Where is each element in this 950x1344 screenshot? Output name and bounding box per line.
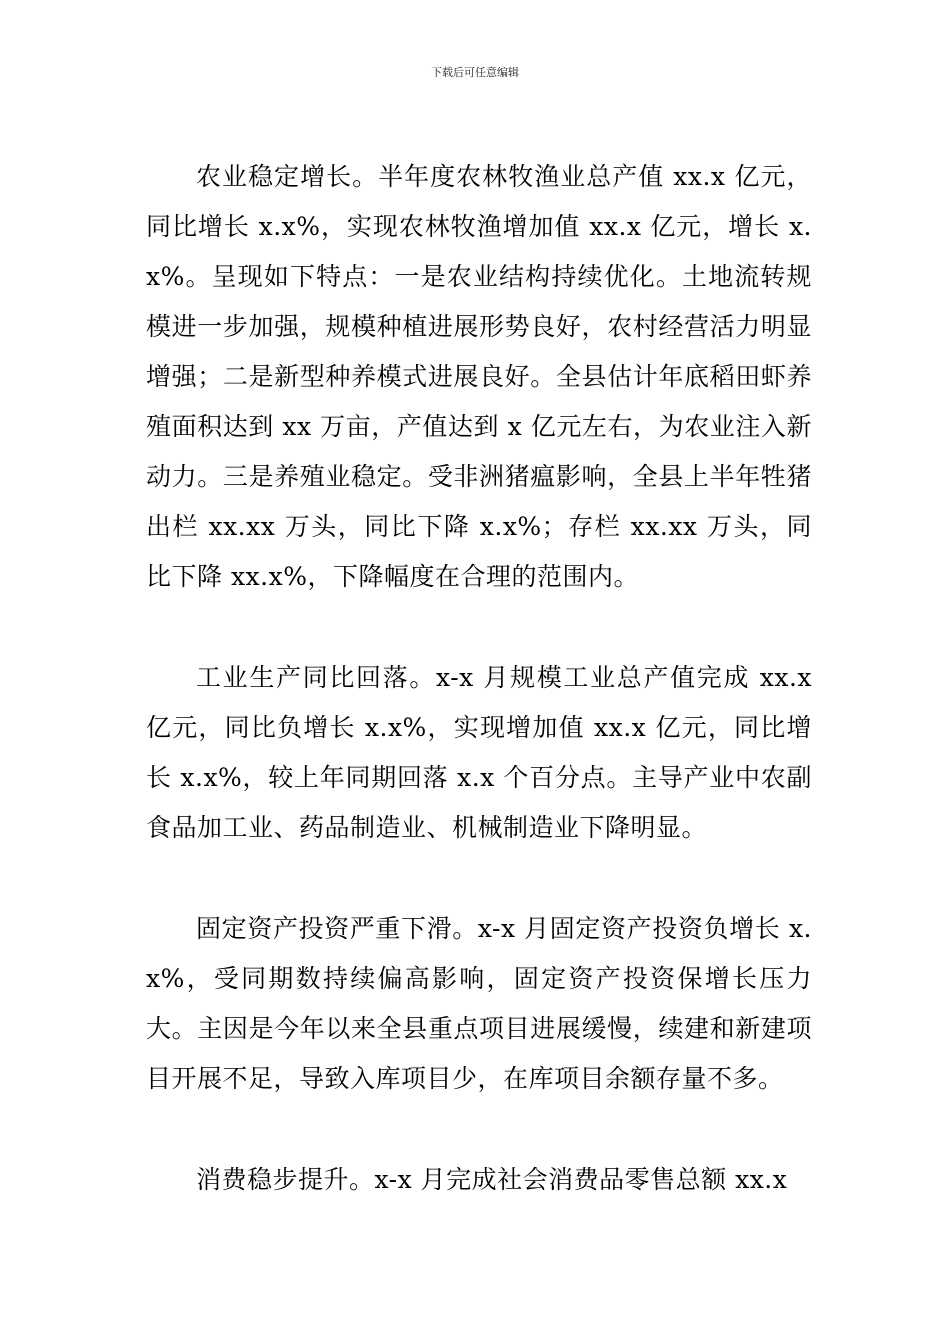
paragraph-industry: 工业生产同比回落。x-x 月规模工业总产值完成 xx.x 亿元，同比负增长 x.x%，实现增加值 xx.x 亿元，同比增长 x.x%，较上年同期回落 x.x 个百分点。主导产业中农副食品加工业、药品制造业、机械制造业下降明显。: [146, 663, 812, 842]
paragraph-consumption: 消费稳步提升。x-x 月完成社会消费品零售总额 xx.x: [196, 1165, 788, 1194]
paragraph-fixed-asset-investment: 固定资产投资严重下滑。x-x 月固定资产投资负增长 x.x%，受同期数持续偏高影响，固定资产投资保增长压力大。主因是今年以来全县重点项目进展缓慢，续建和新建项目开展不足，导致入库项目少，在库项目余额存量不多。: [146, 914, 812, 1093]
document-body: [146, 152, 812, 1256]
page-header-note: 下载后可任意编辑: [431, 66, 519, 79]
paragraph-agriculture: 农业稳定增长。半年度农林牧渔业总产值 xx.x 亿元，同比增长 x.x%，实现农林牧渔增加值 xx.x 亿元，增长 x.x%。呈现如下特点：一是农业结构持续优化。土地流转规模进一步加强，规模种植进展形势良好，农村经营活力明显增强；二是新型种养模式进展良好。全县估计年底稻田虾养殖面积达到 xx 万亩，产值达到 x 亿元左右，为农业注入新动力。三是养殖业稳定。受非洲猪瘟影响，全县上半年牲猪出栏 xx.xx 万头，同比下降 x.x%；存栏 xx.xx 万头，同比下降 xx.x%，下降幅度在合理的范围内。: [146, 162, 812, 591]
